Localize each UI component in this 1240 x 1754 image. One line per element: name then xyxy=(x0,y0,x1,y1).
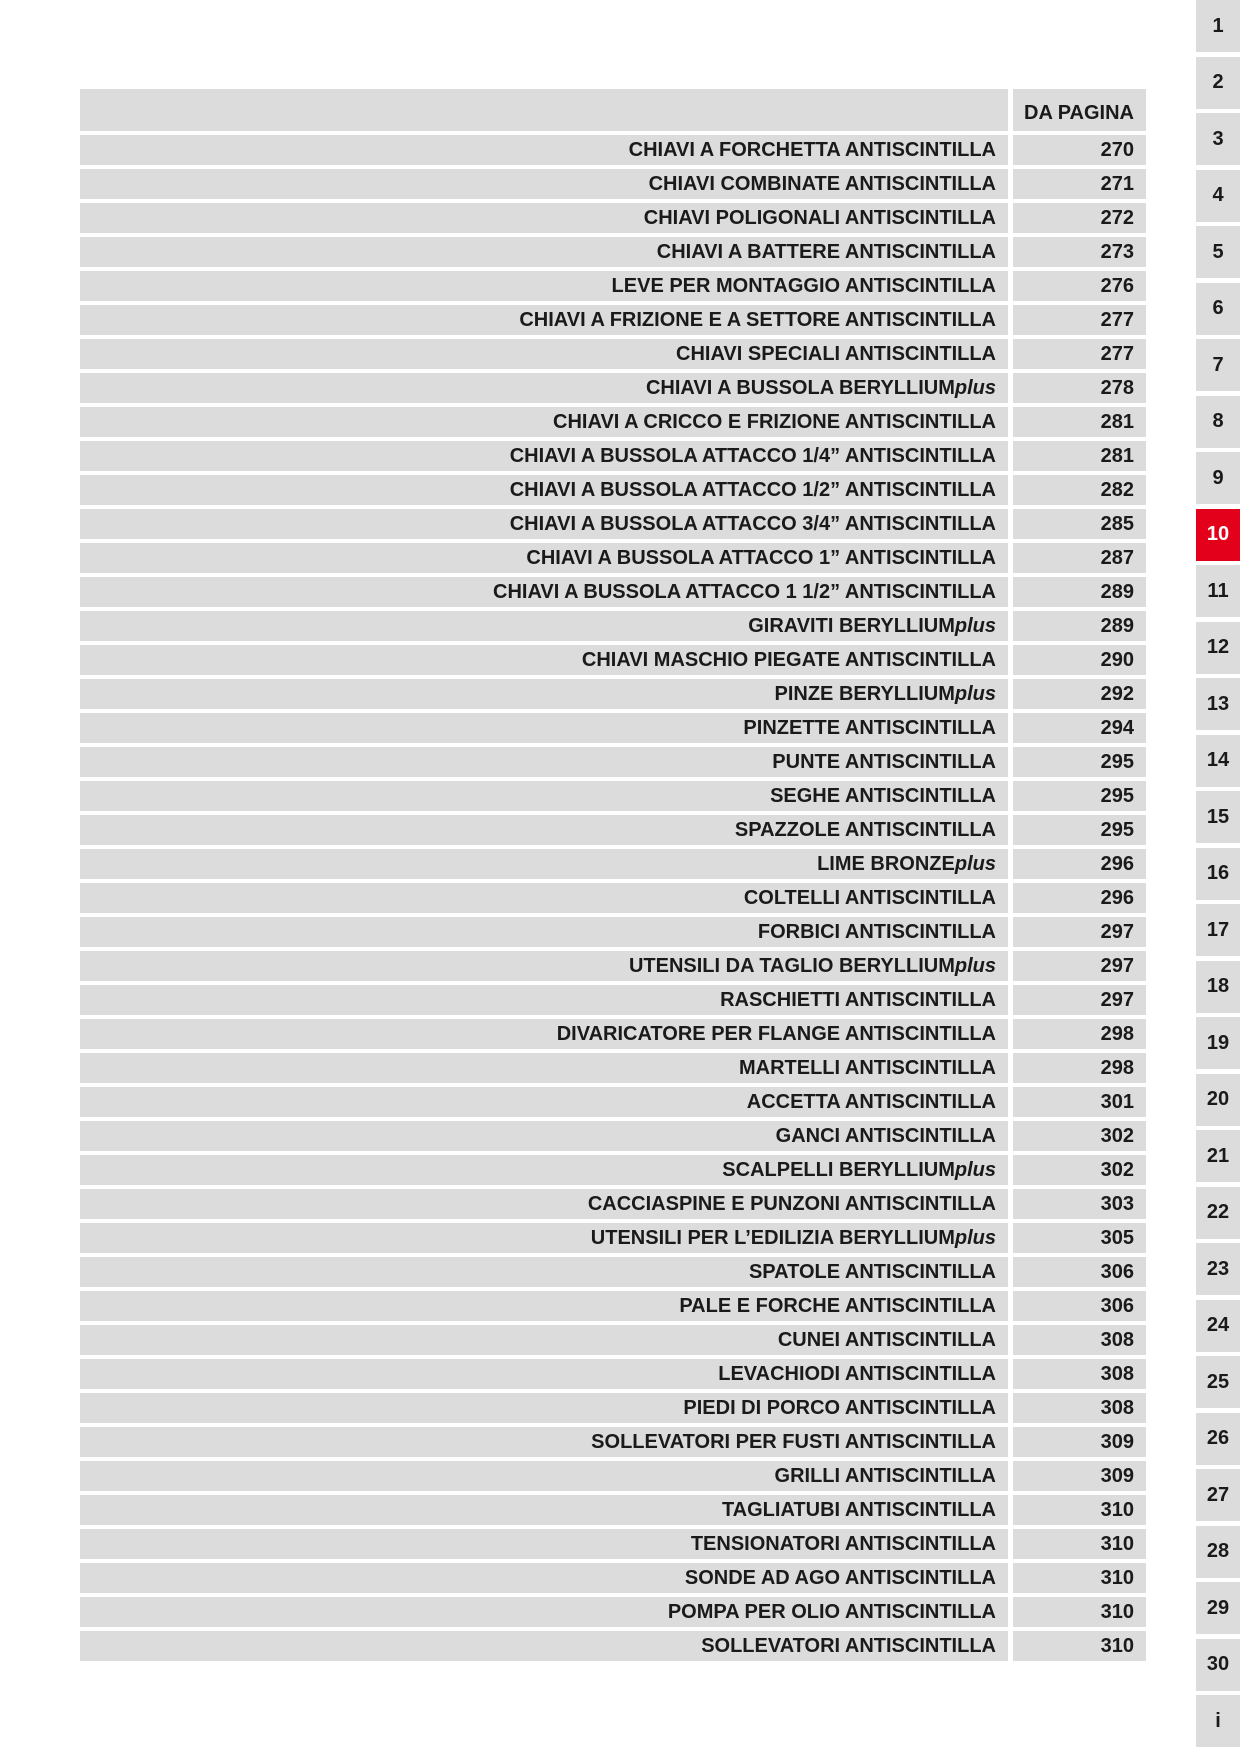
toc-row[interactable] xyxy=(80,271,1146,301)
toc-entry-page: 281 xyxy=(1013,441,1146,471)
toc-entry-suffix: plus xyxy=(954,682,996,705)
toc-entry-page: 281 xyxy=(1013,407,1146,437)
toc-entry-text: SOLLEVATORI PER FUSTI ANTISCINTILLA xyxy=(591,1430,996,1453)
chapter-tab-i[interactable]: i xyxy=(1196,1695,1240,1747)
toc-entry-title xyxy=(80,407,1008,437)
toc-entry-title xyxy=(80,1325,1008,1355)
toc-entry-page: 308 xyxy=(1013,1359,1146,1389)
toc-entry-text: ACCETTA ANTISCINTILLA xyxy=(746,1090,996,1113)
chapter-tab-4[interactable]: 4 xyxy=(1196,170,1240,222)
toc-entry-title xyxy=(80,747,1008,777)
toc-entry-page: 310 xyxy=(1013,1529,1146,1559)
toc-entry-text: SONDE AD AGO ANTISCINTILLA xyxy=(684,1566,996,1589)
toc-header-page-label: DA PAGINA xyxy=(1013,89,1146,131)
toc-entry-title xyxy=(80,1631,1008,1661)
toc-entry-text: CUNEI ANTISCINTILLA xyxy=(777,1328,996,1351)
toc-row[interactable] xyxy=(80,1631,1146,1661)
toc-entry-text: CACCIASPINE E PUNZONI ANTISCINTILLA xyxy=(587,1192,996,1215)
chapter-tab-28[interactable]: 28 xyxy=(1196,1526,1240,1578)
toc-row[interactable] xyxy=(80,1189,1146,1219)
toc-entry-page: 302 xyxy=(1013,1155,1146,1185)
toc-entry-title xyxy=(80,169,1008,199)
toc-entry-page: 310 xyxy=(1013,1597,1146,1627)
toc-entry-page: 273 xyxy=(1013,237,1146,267)
toc-entry-text: CHIAVI POLIGONALI ANTISCINTILLA xyxy=(643,206,996,229)
toc-entry-title xyxy=(80,1019,1008,1049)
toc-entry-page: 292 xyxy=(1013,679,1146,709)
toc-row[interactable] xyxy=(80,509,1146,539)
toc-row[interactable] xyxy=(80,951,1146,981)
toc-entry-text: CHIAVI A BUSSOLA ATTACCO 1/4” ANTISCINTILLA xyxy=(509,444,996,467)
toc-entry-text: POMPA PER OLIO ANTISCINTILLA xyxy=(667,1600,996,1623)
toc-entry-page: 296 xyxy=(1013,849,1146,879)
toc-entry-title xyxy=(80,441,1008,471)
toc-entry-suffix: plus xyxy=(954,1226,996,1249)
toc-entry-page: 270 xyxy=(1013,135,1146,165)
toc-entry-text: CHIAVI COMBINATE ANTISCINTILLA xyxy=(648,172,996,195)
toc-entry-title xyxy=(80,781,1008,811)
toc-entry-text: DIVARICATORE PER FLANGE ANTISCINTILLA xyxy=(556,1022,996,1045)
toc-entry-page: 295 xyxy=(1013,747,1146,777)
toc-entry-title xyxy=(80,1291,1008,1321)
toc-entry-page: 308 xyxy=(1013,1325,1146,1355)
toc-entry-title xyxy=(80,1427,1008,1457)
toc-entry-title xyxy=(80,543,1008,573)
toc-entry-text: PINZETTE ANTISCINTILLA xyxy=(743,716,996,739)
toc-entry-title xyxy=(80,1597,1008,1627)
chapter-tab-26[interactable]: 26 xyxy=(1196,1413,1240,1465)
toc-row[interactable] xyxy=(80,543,1146,573)
chapter-tab-21[interactable]: 21 xyxy=(1196,1130,1240,1182)
toc-row[interactable] xyxy=(80,747,1146,777)
toc-entry-title xyxy=(80,135,1008,165)
toc-header-title-cell xyxy=(80,89,1008,131)
toc-entry-title xyxy=(80,1529,1008,1559)
toc-row[interactable] xyxy=(80,475,1146,505)
toc-entry-title xyxy=(80,713,1008,743)
toc-entry-page: 310 xyxy=(1013,1495,1146,1525)
toc-entry-title xyxy=(80,645,1008,675)
chapter-tab-15[interactable]: 15 xyxy=(1196,791,1240,843)
toc-entry-text: COLTELLI ANTISCINTILLA xyxy=(743,886,996,909)
toc-entry-title xyxy=(80,237,1008,267)
toc-entry-page: 296 xyxy=(1013,883,1146,913)
toc-entry-text: CHIAVI SPECIALI ANTISCINTILLA xyxy=(676,342,996,365)
toc-row[interactable] xyxy=(80,1393,1146,1423)
toc-entry-title xyxy=(80,1563,1008,1593)
toc-entry-text: CHIAVI A BUSSOLA ATTACCO 1/2” ANTISCINTILLA xyxy=(509,478,996,501)
toc-entry-text: LEVE PER MONTAGGIO ANTISCINTILLA xyxy=(611,274,996,297)
toc-row[interactable] xyxy=(80,169,1146,199)
toc-entry-page: 298 xyxy=(1013,1019,1146,1049)
toc-entry-page: 295 xyxy=(1013,815,1146,845)
toc-entry-page: 303 xyxy=(1013,1189,1146,1219)
toc-entry-text: CHIAVI A BUSSOLA BERYLLIUM xyxy=(645,376,955,399)
chapter-tab-17[interactable]: 17 xyxy=(1196,904,1240,956)
chapter-tab-27[interactable]: 27 xyxy=(1196,1469,1240,1521)
toc-entry-page: 310 xyxy=(1013,1631,1146,1661)
chapter-tab-22[interactable]: 22 xyxy=(1196,1187,1240,1239)
toc-entry-page: 297 xyxy=(1013,917,1146,947)
toc-entry-page: 285 xyxy=(1013,509,1146,539)
toc-row[interactable] xyxy=(80,1529,1146,1559)
toc-entry-text: SOLLEVATORI ANTISCINTILLA xyxy=(701,1634,996,1657)
toc-row[interactable] xyxy=(80,1461,1146,1491)
toc-row[interactable] xyxy=(80,1257,1146,1287)
toc-row[interactable] xyxy=(80,1325,1146,1355)
toc-row[interactable] xyxy=(80,781,1146,811)
toc-entry-text: SEGHE ANTISCINTILLA xyxy=(770,784,996,807)
toc-row[interactable] xyxy=(80,1121,1146,1151)
toc-entry-page: 297 xyxy=(1013,951,1146,981)
toc-entry-text: PALE E FORCHE ANTISCINTILLA xyxy=(679,1294,996,1317)
toc-entry-page: 289 xyxy=(1013,611,1146,641)
toc-entry-text: LEVACHIODI ANTISCINTILLA xyxy=(718,1362,996,1385)
toc-row[interactable] xyxy=(80,577,1146,607)
toc-entry-title xyxy=(80,917,1008,947)
toc-rows xyxy=(80,135,1146,1661)
toc-row[interactable] xyxy=(80,441,1146,471)
toc-entry-title xyxy=(80,1359,1008,1389)
chapter-tabs xyxy=(1196,0,1240,1752)
chapter-tab-10[interactable]: 10 xyxy=(1196,509,1240,561)
toc-entry-title xyxy=(80,1189,1008,1219)
chapter-tab-23[interactable]: 23 xyxy=(1196,1243,1240,1295)
toc-row[interactable] xyxy=(80,849,1146,879)
toc-entry-title xyxy=(80,271,1008,301)
toc-entry-page: 309 xyxy=(1013,1461,1146,1491)
toc-entry-text: TENSIONATORI ANTISCINTILLA xyxy=(690,1532,996,1555)
toc-entry-title xyxy=(80,815,1008,845)
chapter-tab-24[interactable]: 24 xyxy=(1196,1300,1240,1352)
toc-header-row xyxy=(80,89,1146,131)
toc-row[interactable] xyxy=(80,1495,1146,1525)
toc-entry-text: CHIAVI MASCHIO PIEGATE ANTISCINTILLA xyxy=(581,648,996,671)
chapter-tab-16[interactable]: 16 xyxy=(1196,848,1240,900)
toc-entry-page: 301 xyxy=(1013,1087,1146,1117)
toc-row[interactable] xyxy=(80,679,1146,709)
toc-entry-text: RASCHIETTI ANTISCINTILLA xyxy=(720,988,996,1011)
toc-entry-title xyxy=(80,951,1008,981)
toc-row[interactable] xyxy=(80,407,1146,437)
toc-entry-text: GRILLI ANTISCINTILLA xyxy=(774,1464,996,1487)
toc-entry-text: SCALPELLI BERYLLIUM xyxy=(722,1158,955,1181)
toc-entry-page: 276 xyxy=(1013,271,1146,301)
toc-entry-text: MARTELLI ANTISCINTILLA xyxy=(738,1056,996,1079)
toc-entry-title xyxy=(80,849,1008,879)
toc-entry-page: 287 xyxy=(1013,543,1146,573)
toc-entry-suffix: plus xyxy=(954,614,996,637)
toc-row[interactable] xyxy=(80,1563,1146,1593)
toc-entry-title xyxy=(80,1393,1008,1423)
toc-entry-suffix: plus xyxy=(954,852,996,875)
toc-entry-title xyxy=(80,611,1008,641)
chapter-tab-19[interactable]: 19 xyxy=(1196,1017,1240,1069)
toc-entry-text: PIEDI DI PORCO ANTISCINTILLA xyxy=(683,1396,996,1419)
chapter-tab-14[interactable]: 14 xyxy=(1196,735,1240,787)
toc-entry-title xyxy=(80,985,1008,1015)
toc-entry-page: 282 xyxy=(1013,475,1146,505)
toc-row[interactable] xyxy=(80,373,1146,403)
toc-entry-page: 278 xyxy=(1013,373,1146,403)
toc-row[interactable] xyxy=(80,1019,1146,1049)
toc-row[interactable] xyxy=(80,305,1146,335)
toc-entry-page: 289 xyxy=(1013,577,1146,607)
toc-entry-text: SPATOLE ANTISCINTILLA xyxy=(748,1260,996,1283)
toc-entry-title xyxy=(80,883,1008,913)
toc-entry-page: 271 xyxy=(1013,169,1146,199)
toc-entry-text: UTENSILI PER L’EDILIZIA BERYLLIUM xyxy=(590,1226,955,1249)
toc-entry-title xyxy=(80,1461,1008,1491)
toc-entry-title xyxy=(80,475,1008,505)
toc-entry-text: CHIAVI A BUSSOLA ATTACCO 1 1/2” ANTISCINTILLA xyxy=(493,580,996,603)
toc-entry-text: PUNTE ANTISCINTILLA xyxy=(772,750,996,773)
chapter-tab-13[interactable]: 13 xyxy=(1196,678,1240,730)
toc-row[interactable] xyxy=(80,1359,1146,1389)
toc-entry-page: 297 xyxy=(1013,985,1146,1015)
toc-entry-page: 277 xyxy=(1013,339,1146,369)
toc-entry-text: TAGLIATUBI ANTISCINTILLA xyxy=(721,1498,996,1521)
toc-entry-text: CHIAVI A CRICCO E FRIZIONE ANTISCINTILLA xyxy=(553,410,996,433)
toc-row[interactable] xyxy=(80,645,1146,675)
toc-row[interactable] xyxy=(80,713,1146,743)
toc-entry-text: CHIAVI A FRIZIONE E A SETTORE ANTISCINTILLA xyxy=(519,308,996,331)
toc-entry-page: 290 xyxy=(1013,645,1146,675)
toc-entry-title xyxy=(80,1053,1008,1083)
toc-entry-text: LIME BRONZE xyxy=(817,852,955,875)
toc-entry-title xyxy=(80,577,1008,607)
toc-row[interactable] xyxy=(80,1053,1146,1083)
chapter-tab-9[interactable]: 9 xyxy=(1196,452,1240,504)
toc-entry-text: UTENSILI DA TAGLIO BERYLLIUM xyxy=(628,954,955,977)
toc-entry-page: 306 xyxy=(1013,1257,1146,1287)
toc-entry-page: 308 xyxy=(1013,1393,1146,1423)
toc-entry-text: GANCI ANTISCINTILLA xyxy=(775,1124,996,1147)
toc-entry-title xyxy=(80,305,1008,335)
toc-row[interactable] xyxy=(80,1223,1146,1253)
chapter-tab-5[interactable]: 5 xyxy=(1196,226,1240,278)
toc-entry-text: PINZE BERYLLIUM xyxy=(774,682,955,705)
toc-entry-page: 306 xyxy=(1013,1291,1146,1321)
toc-entry-title xyxy=(80,1087,1008,1117)
chapter-tab-11[interactable]: 11 xyxy=(1196,565,1240,617)
toc-entry-suffix: plus xyxy=(954,376,996,399)
chapter-tab-18[interactable]: 18 xyxy=(1196,961,1240,1013)
table-of-contents xyxy=(80,89,1146,1665)
toc-entry-page: 277 xyxy=(1013,305,1146,335)
toc-entry-text: FORBICI ANTISCINTILLA xyxy=(757,920,996,943)
toc-entry-page: 310 xyxy=(1013,1563,1146,1593)
toc-row[interactable] xyxy=(80,985,1146,1015)
toc-entry-text: CHIAVI A BUSSOLA ATTACCO 3/4” ANTISCINTILLA xyxy=(509,512,996,535)
toc-entry-page: 294 xyxy=(1013,713,1146,743)
toc-entry-title xyxy=(80,679,1008,709)
toc-entry-title xyxy=(80,1121,1008,1151)
chapter-tab-12[interactable]: 12 xyxy=(1196,622,1240,674)
toc-entry-text: SPAZZOLE ANTISCINTILLA xyxy=(734,818,996,841)
toc-entry-title xyxy=(80,509,1008,539)
toc-entry-text: CHIAVI A BUSSOLA ATTACCO 1” ANTISCINTILLA xyxy=(526,546,996,569)
toc-entry-text: CHIAVI A BATTERE ANTISCINTILLA xyxy=(656,240,996,263)
toc-row[interactable] xyxy=(80,339,1146,369)
toc-row[interactable] xyxy=(80,237,1146,267)
chapter-tab-8[interactable]: 8 xyxy=(1196,396,1240,448)
chapter-tab-6[interactable]: 6 xyxy=(1196,283,1240,335)
toc-entry-title xyxy=(80,339,1008,369)
toc-entry-text: GIRAVITI BERYLLIUM xyxy=(748,614,955,637)
toc-entry-title xyxy=(80,373,1008,403)
toc-entry-page: 298 xyxy=(1013,1053,1146,1083)
toc-entry-suffix: plus xyxy=(954,954,996,977)
toc-row[interactable] xyxy=(80,1597,1146,1627)
toc-row[interactable] xyxy=(80,883,1146,913)
toc-row[interactable] xyxy=(80,1291,1146,1321)
toc-row[interactable] xyxy=(80,917,1146,947)
toc-entry-title xyxy=(80,203,1008,233)
toc-entry-page: 305 xyxy=(1013,1223,1146,1253)
chapter-tab-2[interactable]: 2 xyxy=(1196,57,1240,109)
toc-row[interactable] xyxy=(80,203,1146,233)
toc-row[interactable] xyxy=(80,1087,1146,1117)
toc-entry-page: 302 xyxy=(1013,1121,1146,1151)
chapter-tab-3[interactable]: 3 xyxy=(1196,113,1240,165)
chapter-tab-29[interactable]: 29 xyxy=(1196,1582,1240,1634)
toc-row[interactable] xyxy=(80,1155,1146,1185)
toc-row[interactable] xyxy=(80,611,1146,641)
toc-entry-page: 295 xyxy=(1013,781,1146,811)
toc-row[interactable] xyxy=(80,1427,1146,1457)
chapter-tab-30[interactable]: 30 xyxy=(1196,1639,1240,1691)
toc-entry-title xyxy=(80,1257,1008,1287)
toc-row[interactable] xyxy=(80,815,1146,845)
chapter-tab-1[interactable]: 1 xyxy=(1196,0,1240,52)
toc-entry-suffix: plus xyxy=(954,1158,996,1181)
toc-entry-page: 272 xyxy=(1013,203,1146,233)
toc-entry-title xyxy=(80,1155,1008,1185)
toc-entry-text: CHIAVI A FORCHETTA ANTISCINTILLA xyxy=(628,138,996,161)
chapter-tab-25[interactable]: 25 xyxy=(1196,1356,1240,1408)
toc-entry-title xyxy=(80,1223,1008,1253)
toc-row[interactable] xyxy=(80,135,1146,165)
chapter-tab-20[interactable]: 20 xyxy=(1196,1074,1240,1126)
toc-entry-title xyxy=(80,1495,1008,1525)
chapter-tab-7[interactable]: 7 xyxy=(1196,339,1240,391)
toc-entry-page: 309 xyxy=(1013,1427,1146,1457)
